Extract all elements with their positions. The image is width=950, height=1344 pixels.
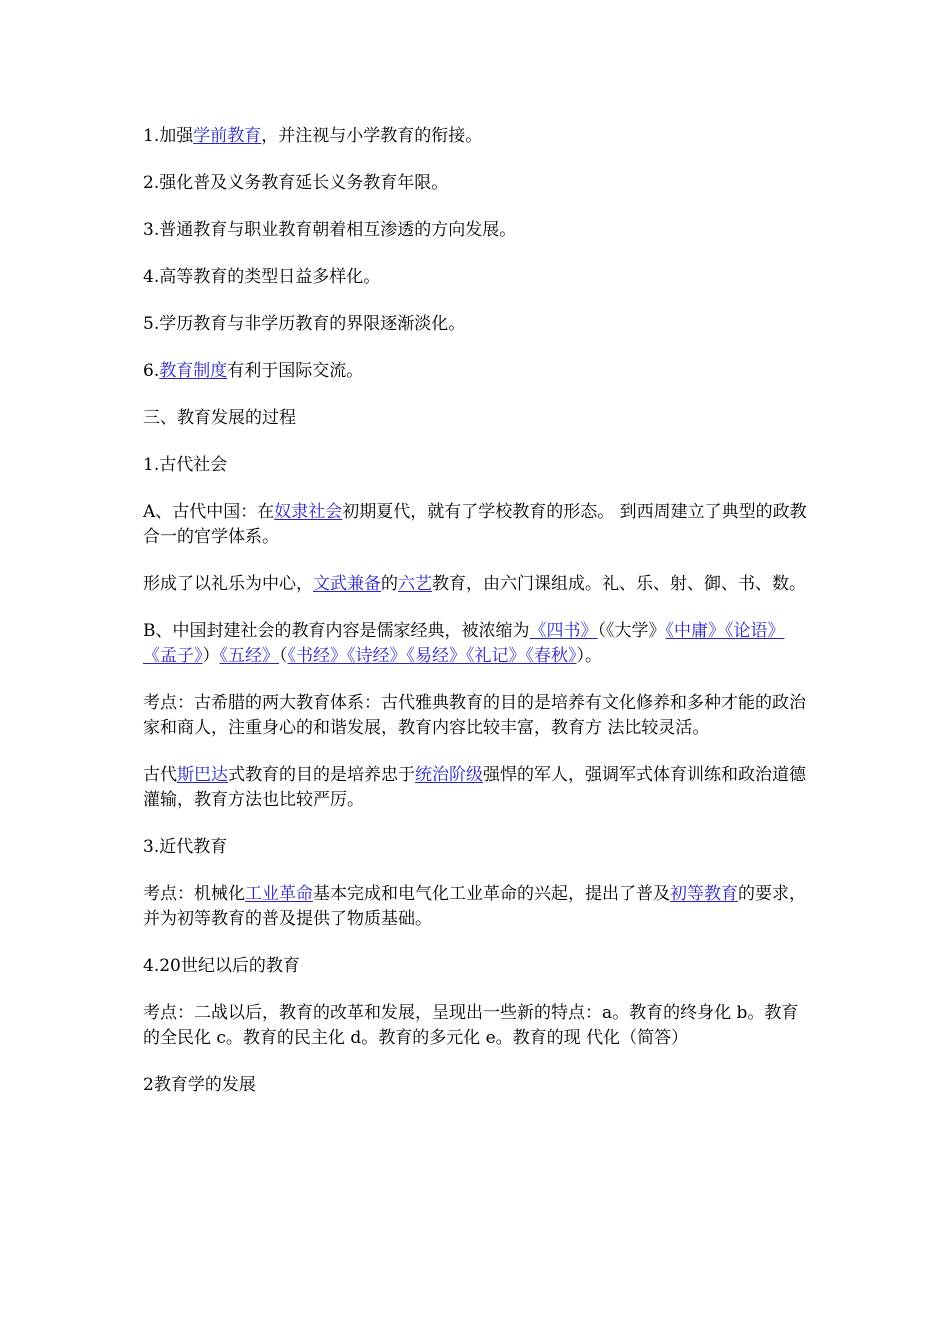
paragraph xyxy=(143,763,808,813)
hyperlink[interactable]: 文武兼备 xyxy=(313,574,381,594)
paragraph xyxy=(143,406,808,431)
hyperlink[interactable]: 工业革命 xyxy=(245,884,313,904)
hyperlink[interactable]: 斯巴达 xyxy=(177,765,228,785)
hyperlink[interactable]: 《书经》《诗经》《易经》《礼记》《春秋》 xyxy=(287,646,577,666)
hyperlink[interactable]: 统治阶级 xyxy=(415,765,483,785)
paragraph-text: 3.普通教育与职业教育朝着相互渗透的方向发展。 xyxy=(143,220,517,240)
paragraph-text: 有利于国际交流。 xyxy=(227,361,364,381)
paragraph-text: B、中国封建社会的教育内容是儒家经典，被浓缩为 xyxy=(143,621,530,641)
hyperlink[interactable]: 六艺 xyxy=(398,574,432,594)
hyperlink[interactable]: 学前教育 xyxy=(193,126,262,146)
paragraph-text: 形成了以礼乐为中心， xyxy=(143,574,313,594)
paragraph-text: 4.20世纪以后的教育 xyxy=(143,956,300,976)
paragraph-text: 式教育的目的是培养忠于 xyxy=(228,765,415,785)
paragraph-text: 5.学历教育与非学历教育的界限逐渐淡化。 xyxy=(143,314,466,334)
paragraph-text: 1.古代社会 xyxy=(143,455,228,475)
paragraph xyxy=(143,453,808,478)
paragraph-text: 1.加强 xyxy=(143,126,194,146)
paragraph-text: 4.高等教育的类型日益多样化。 xyxy=(143,267,381,287)
paragraph xyxy=(143,1073,808,1098)
paragraph-text: 的要求，并为初等教育的普及提供了物质基础。 xyxy=(143,884,806,929)
paragraph-text: ） xyxy=(202,646,220,666)
paragraph-text: 考点：二战以后，教育的改革和发展，呈现出一些新的特点：a。教育的终身化 b。教育的全民化 c。教育的民主化 d。教育的多元化 e。教育的现 代化（简答） xyxy=(143,1003,799,1048)
paragraph xyxy=(143,882,808,932)
paragraph xyxy=(143,500,808,550)
paragraph xyxy=(143,218,808,243)
paragraph xyxy=(143,124,808,149)
paragraph xyxy=(143,954,808,979)
hyperlink[interactable]: 《五经》 xyxy=(219,646,279,666)
paragraph-text: ，并注视与小学教育的衔接。 xyxy=(261,126,483,146)
paragraph-text: 初期夏代，就有了学校教育的形态。 到西周建立了典型的政教合一的官学体系。 xyxy=(143,502,807,547)
paragraph xyxy=(143,359,808,384)
hyperlink[interactable]: 初等教育 xyxy=(670,884,738,904)
paragraph xyxy=(143,265,808,290)
paragraph-text: （《大学》 xyxy=(597,621,666,641)
paragraph xyxy=(143,619,808,669)
paragraph-text: 三、教育发展的过程 xyxy=(143,408,296,428)
paragraph-text: 2.强化普及义务教育延长义务教育年限。 xyxy=(143,173,449,193)
hyperlink[interactable]: 奴隶社会 xyxy=(274,502,343,522)
hyperlink[interactable]: 《四书》 xyxy=(529,621,598,641)
paragraph xyxy=(143,835,808,860)
paragraph-text: 古代 xyxy=(143,765,177,785)
hyperlink[interactable]: 教育制度 xyxy=(159,361,228,381)
paragraph-text: 基本完成和电气化工业革命的兴起，提出了普及 xyxy=(313,884,670,904)
document-body xyxy=(143,124,808,1098)
paragraph-text: A、古代中国：在 xyxy=(143,502,275,522)
paragraph-text: ）。 xyxy=(576,646,602,666)
paragraph-text: 强悍的军人，强调军式体育训练和政治道德灌输，教育方法也比较严厉。 xyxy=(143,765,806,810)
paragraph xyxy=(143,312,808,337)
paragraph-text: 考点：机械化 xyxy=(143,884,245,904)
paragraph-text: 6. xyxy=(143,361,160,381)
paragraph-text: 教育，由六门课组成。礼、乐、射、御、书、数。 xyxy=(432,574,806,594)
paragraph-text: 的 xyxy=(381,574,398,594)
document-page xyxy=(143,124,808,1120)
paragraph-text: 考点：古希腊的两大教育体系：古代雅典教育的目的是培养有文化修养和多种才能的政治家和商人，注重身心的和谐发展，教育内容比较丰富，教育方 法比较灵活。 xyxy=(143,693,806,738)
paragraph xyxy=(143,572,808,597)
paragraph-text: 3.近代教育 xyxy=(143,837,228,857)
paragraph xyxy=(143,1001,808,1051)
paragraph xyxy=(143,171,808,196)
paragraph-text: （ xyxy=(279,646,288,666)
paragraph xyxy=(143,691,808,741)
hyperlink[interactable]: 《中庸》《论语》《孟子》 xyxy=(143,621,785,666)
paragraph-text: 2教育学的发展 xyxy=(143,1075,256,1095)
